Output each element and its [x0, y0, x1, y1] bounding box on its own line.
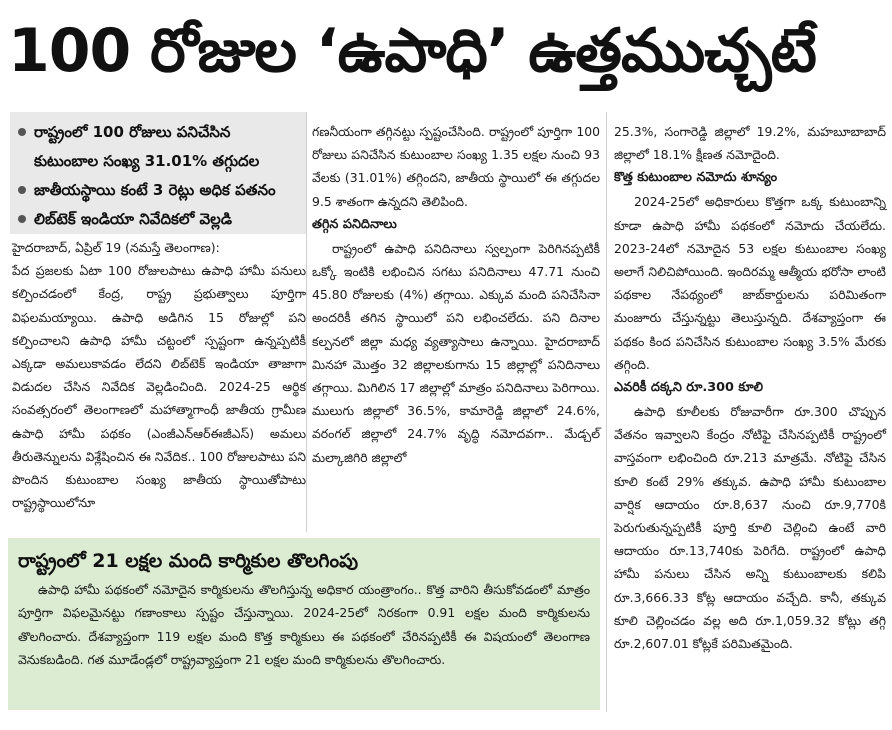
highlight-item — [18, 176, 298, 205]
subheading: కొత్త కుటుంబాల నమోదు శూన్యం — [614, 170, 778, 186]
highlight-text: జాతీయస్థాయి కంటే 3 రెట్లు అధిక పతనం — [34, 181, 276, 199]
article-column-1 — [12, 236, 306, 514]
article-column-2 — [312, 120, 600, 469]
highlight-text: రాష్ట్రంలో 100 రోజులు పనిచేసిన కుటుంబాల సంఖ్య 31.01% తగ్గుదల — [34, 123, 260, 170]
bullet-icon — [18, 215, 26, 223]
highlights-box — [10, 112, 306, 234]
box-title: రాష్ట్రంలో 21 లక్షల మంది కార్మికుల తొలగింపు — [18, 550, 359, 572]
bullet-icon — [18, 128, 26, 136]
paragraph: ఉపాధి కూలీలకు రోజువారీగా రూ.300 చొప్పున వేతనం ఇవ్వాలని కేంద్రం నోటిఫై చేసినప్పటికీ రాష్ట్రంలో వాస్తవంగా లభించింది రూ.213 మాత్రమే. నోటిఫై చేసిన కూలి కంటే 29% తక్కువ. ఉపాధి హామీ కుటుంబాల వార్షిక ఆదాయం రూ.8,637 నుంచి రూ.9,770కి పెరుగుతున్నప్పటికీ పూర్తి కూలి చెల్లించి ఉంటే వారి ఆదాయం రూ.13,740కు పెరిగేది. రాష్ట్రంలో ఉపాధి హామీ పనులు చేసిన అన్ని కుటుంబాలకు కలిపి రూ.3,666.33 కోట్ల ఆదాయం వచ్చేది. కానీ, తక్కువ కూలి చెల్లించడం వల్ల అది రూ.1,059.32 కోట్లు తగ్గి రూ.2,607.01 కోట్లకే పరిమితమైంది. — [614, 404, 886, 652]
highlight-text: లిబ్‌టెక్ ఇండియా నివేదికలో వెల్లడి — [34, 210, 232, 228]
paragraph: పేద ప్రజలకు ఏటా 100 రోజులపాటు ఉపాధి హామీ పనులు కల్పించడంలో కేంద్ర, రాష్ట్ర ప్రభుత్వాలు పూర్తిగా విఫలమయ్యాయి. ఉపాధి అడిగిన 15 రోజుల్లో పని కల్పించాలని ఉపాధి హామీ చట్టంలో స్పష్టంగా ఉన్నప్పటికీ ఎక్కడా అమలుకావడం లేదని లిబ్‌టెక్ ఇండియా తాజాగా విడుదల చేసిన నివేదిక వెల్లడించింది. 2024-25 ఆర్థిక సంవత్సరంలో తెలంగాణలో మహాత్మాగాంధీ జాతీయ గ్రామీణ ఉపాధి హామీ పథకం (ఎంజీఎన్ఆర్ఈజీఎస్) అమలు తీరుతెన్నులను విశ్లేషించిన ఈ నివేదిక.. 100 రోజులపాటు పని పొందిన కుటుంబాల సంఖ్య జాతీయ స్థాయితోపాటు రాష్ట్రస్థాయిలోనూ — [12, 263, 306, 511]
column-divider — [306, 112, 307, 532]
paragraph: రాష్ట్రంలో ఉపాధి పనిదినాలు స్వల్పంగా పెరిగినప్పటికీ ఒక్కో ఇంటికి లభించిన సగటు పనిదినాలు 47.71 నుంచి 45.80 రోజులకు (4%) తగ్గాయి. ఎక్కువ మంది పనిచేసినా అందరికీ తగిన స్థాయిలో పని లభించలేదు. పని దినాల కల్పనలో జిల్లా మధ్య వ్యత్యాసాలు ఉన్నాయి. హైదరాబాద్ మినహా మొత్తం 32 జిల్లాలకుగాను 15 జిల్లాల్లో పనిదినాలు తగ్గాయి. మిగిలిన 17 జిల్లాల్లో మాత్రం పనిదినాలు పెరిగాయి. ములుగు జిల్లాలో 36.5%, కామారెడ్డి జిల్లాలో 24.6%, వరంగల్ జిల్లాలో 24.7% వృద్ధి నమోదవగా.. మేడ్చల్ మల్కాజిగిరి జిల్లాలో — [312, 240, 600, 465]
paragraph: గణనీయంగా తగ్గినట్టు స్పష్టంచేసింది. రాష్ట్రంలో పూర్తిగా 100 రోజులు పనిచేసిన కుటుంబాల సంఖ్య 1.35 లక్షల నుంచి 93 వేలకు (31.01%) తగ్గిందని, జాతీయ స్థాయిలో ఈ తగ్గుదల 9.5 శాతంగా ఉన్నదని తెలిపింది. — [312, 124, 600, 209]
sidebar-box — [8, 538, 600, 710]
paragraph: 2024-25లో అధికారులు కొత్తగా ఒక్క కుటుంబాన్ని కూడా ఉపాధి హామీ పథకంలో నమోదు చేయలేదు. 2023-24లో నమోదైన 53 లక్షల కుటుంబాల సంఖ్య అలాగే నిలిచిపోయింది. ఇందిరమ్మ ఆత్మీయ భరోసా లాంటి పథకాల నేపథ్యంలో జాబ్‌కార్డులను పరిమితంగా మంజూరు చేస్తున్నట్టు తెలుస్తున్నది. దేశవ్యాప్తంగా ఈ పథకం కింద పనిచేసిన కుటుంబాల సంఖ్య 3.5% మేరకు తగ్గింది. — [614, 194, 886, 372]
article-column-3 — [614, 120, 886, 655]
subheading: తగ్గిన పనిదినాలు — [312, 216, 397, 232]
headline: 100 రోజుల ‘ఉపాధి’ ఉత్తముచ్చటే — [8, 16, 816, 86]
bullet-icon — [18, 186, 26, 194]
subheading: ఎవరికీ దక్కని రూ.300 కూలి — [614, 380, 764, 396]
highlight-item — [18, 205, 298, 234]
box-body: ఉపాధి హామీ పథకంలో నమోదైన కార్మికులను తొలగిస్తున్న అధికార యంత్రాంగం.. కొత్త వారిని తీసుకోవడంలో మాత్రం పూర్తిగా విఫలమైనట్టు గణాంకాలు స్పష్టం చేస్తున్నాయి. 2024-25లో నిరకంగా 0.91 లక్షల మంది కార్మికులను తొలగించారు. దేశవ్యాప్తంగా 119 లక్షల మంది కొత్త కార్మికులు ఈ పథకంలో చేరినప్పటికీ ఈ విషయంలో తెలంగాణ వెనుకబడింది. గత మూడేండ్లలో రాష్ట్రవ్యాప్తంగా 21 లక్షల మంది కార్మికులను తొలగించారు. — [18, 582, 590, 668]
column-divider — [606, 112, 607, 712]
dateline: హైదరాబాద్, ఏప్రిల్ 19 (నమస్తే తెలంగాణ): — [12, 240, 220, 255]
highlight-item — [18, 118, 298, 176]
paragraph: 25.3%, సంగారెడ్డి జిల్లాలో 19.2%, మహబూబాబాద్ జిల్లాలో 18.1% క్షీణత నమోదైంది. — [614, 124, 886, 163]
